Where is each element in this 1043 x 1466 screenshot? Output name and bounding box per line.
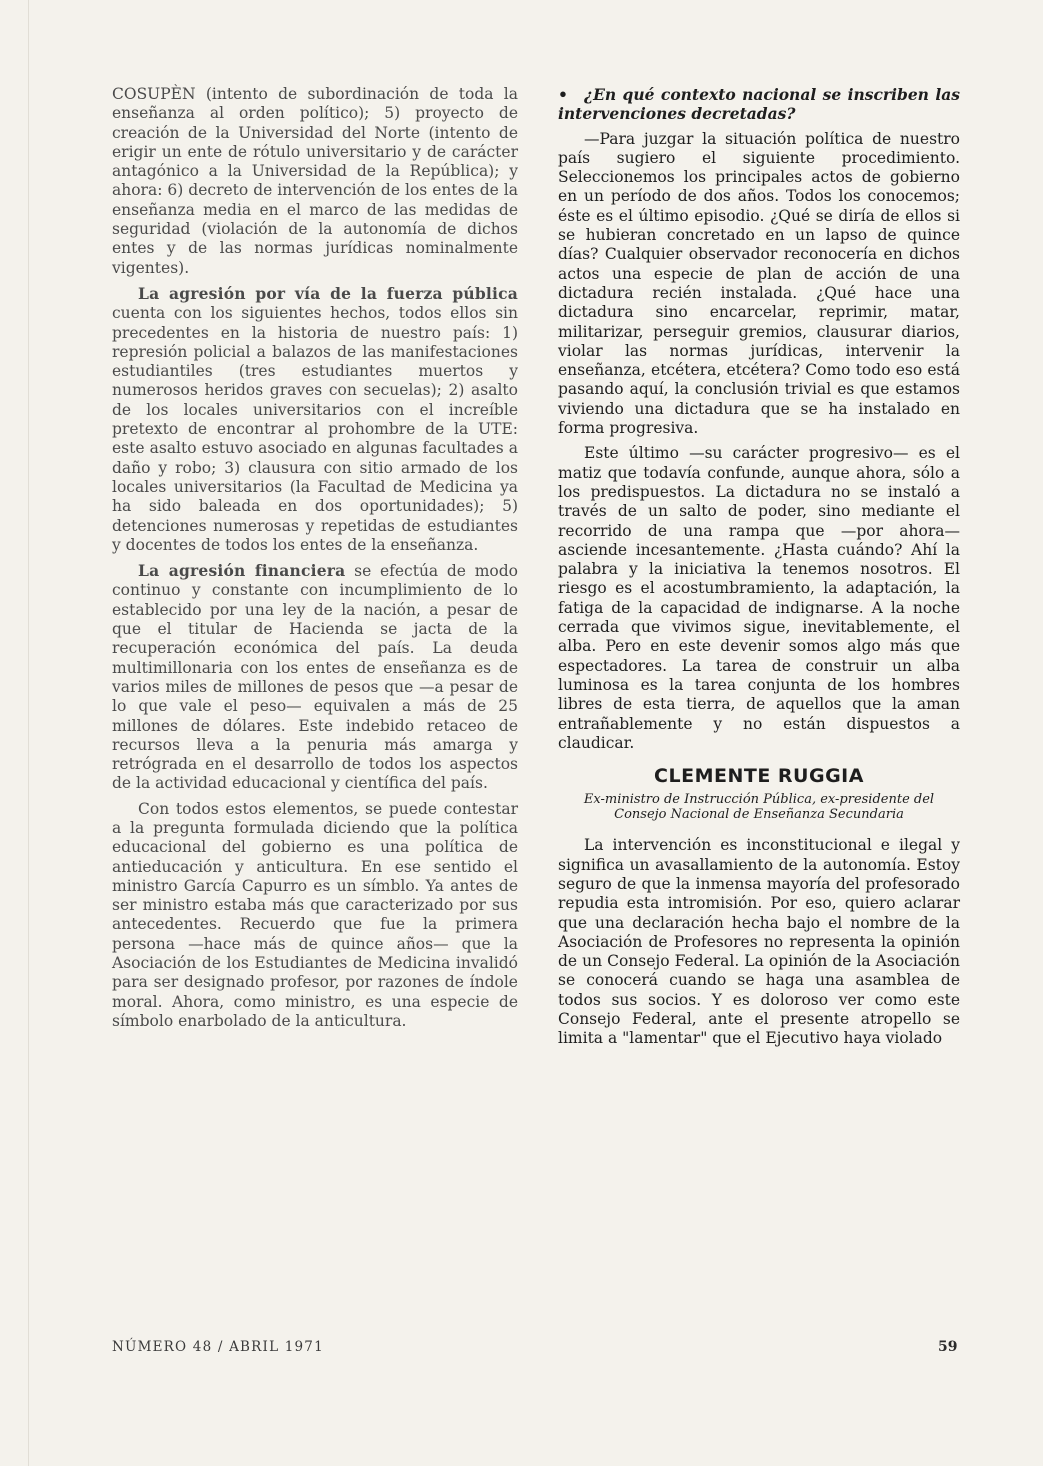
left-paragraph-3-lead: La agresión financiera [138, 561, 346, 581]
right-paragraph-1: —Para juzgar la situación política de nuestro país sugiero el siguiente procedimiento. Seleccionemos los principales actos de gobierno en un período de dos años. Todos los conocemos; éste es el último episodio. ¿Qué se diría de ellos si se hubieran concretado en un lapso de quince días? Cualquier observador reconocería en dichos actos una especie de plan de acción de una dictadura recién instalada. ¿Qué hace una dictadura sino encarcelar, reprimir, matar, militarizar, perseguir gremios, clausurar diarios, violar las normas jurídicas, intervenir la enseñanza, etcétera, etcétera? Como todo eso está pasando aquí, la conclusión trivial es que estamos viviendo una dictadura que se ha instalado en forma progresiva. [558, 129, 960, 438]
bullet-icon: • [558, 85, 568, 104]
left-column [112, 85, 518, 1037]
author-name: CLEMENTE RUGGIA [654, 765, 864, 788]
left-paragraph-2 [112, 284, 518, 555]
left-paragraph-2-body: cuenta con los siguientes hechos, todos ellos sin precedentes en la historia de nuestro país: 1) represión policial a balazos de las manifestaciones estudiantiles (tres estudiantes muertos y numerosos heridos graves con secuelas); 2) asalto de los locales universitarios con el increíble pretexto de encontrar al prohombre de la UTE: este asalto estuvo asociado en algunas facultades a daño y robo; 3) clausura con sitio armado de los locales universitarios (la Facultad de Medicina ya ha sido baleada en dos oportunidades); 5) detenciones numerosas y repetidas de estudiantes y docentes de todos los entes de la enseñanza. [112, 304, 518, 554]
issue-footer: NÚMERO 48 / ABRIL 1971 [112, 1339, 324, 1355]
interview-question-text: ¿En qué contexto nacional se inscriben las intervenciones decretadas? [558, 85, 960, 124]
right-paragraph-3: La intervención es inconstitucional e ilegal y significa un avasallamiento de la autonomía. Estoy seguro de que la inmensa mayoría del profesorado repudia esta intromisión. Por eso, quiero aclarar que una declaración hecha bajo el nombre de la Asociación de Profesores no representa la opinión de un Consejo Federal. La opinión de la Asociación se conocerá cuando se haga una asamblea de todos sus socios. Y es doloroso ver como este Consejo Federal, ante el presente atropello se limita a "lamentar" que el Ejecutivo haya violado [558, 836, 960, 1048]
interview-question [558, 85, 960, 124]
right-column [558, 85, 960, 1055]
right-paragraph-2: Este último —su carácter progresivo— es el matiz que todavía confunde, aunque ahora, sólo a los predispuestos. La dictadura no se instaló a través de un salto de poder, sino mediante el recorrido de una rampa que —por ahora— asciende incesantemente. ¿Hasta cuándo? Ahí la palabra y la iniciativa la tenemos nosotros. El riesgo es el acostumbramiento, la adaptación, la fatiga de la capacidad de indignarse. A la noche cerrada que vivimos sigue, inevitablemente, el alba. Pero en este devenir somos algo más que espectadores. La tarea de construir un alba luminosa es la tarea conjunta de los hombres libres de esta tierra, de aquellos que la aman entrañablemente y no están dispuestos a claudicar. [558, 444, 960, 752]
left-paragraph-2-lead: La agresión por vía de la fuerza pública [138, 283, 518, 303]
left-paragraph-3 [112, 561, 518, 794]
page-edge-shadow [28, 0, 29, 1466]
left-paragraph-3-body: se efectúa de modo continuo y constante con incumplimiento de lo establecido por una ley de la nación, a pesar de que el titular de Hacienda se jacta de la recuperación económica del país. La deuda multimillonaria con los entes de enseñanza es de varios miles de millones de pesos que —a pesar de lo que vale el peso— equivalen a más de 25 millones de dólares. Este indebido retaceo de recursos lleva a la penuria más amarga y retrógrada en el desarrollo de todos los aspectos de la actividad educacional y científica del país. [112, 562, 518, 793]
page-number: 59 [938, 1339, 958, 1355]
left-paragraph-4: Con todos estos elementos, se puede contestar a la pregunta formulada diciendo que la política educacional del gobierno es una política de antieducación y anticultura. En ese sentido el ministro García Capurro es un símblo. Ya antes de ser ministro estaba más que caracterizado por sus antecedentes. Recuerdo que fue la primera persona —hace más de quince años— que la Asociación de los Estudiantes de Medicina invalidó para ser designado profesor, por razones de índole moral. Ahora, como ministro, es una especie de símbolo enarbolado de la anticultura. [112, 799, 518, 1030]
author-role: Ex-ministro de Instrucción Pública, ex-presidente del Consejo Nacional de Enseñanza Secundaria [583, 792, 935, 823]
left-paragraph-1: COSUPÈN (intento de subordinación de toda la enseñanza al orden político); 5) proyecto de creación de la Universidad del Norte (intento de erigir un ente de rótulo universitario y de carácter antagónico a la Universidad de la República); y ahora: 6) decreto de intervención de los entes de la enseñanza media en el marco de las medidas de seguridad (violación de la autonomía de dichos entes y de las normas jurídicas nominalmente vigentes). [112, 85, 518, 277]
